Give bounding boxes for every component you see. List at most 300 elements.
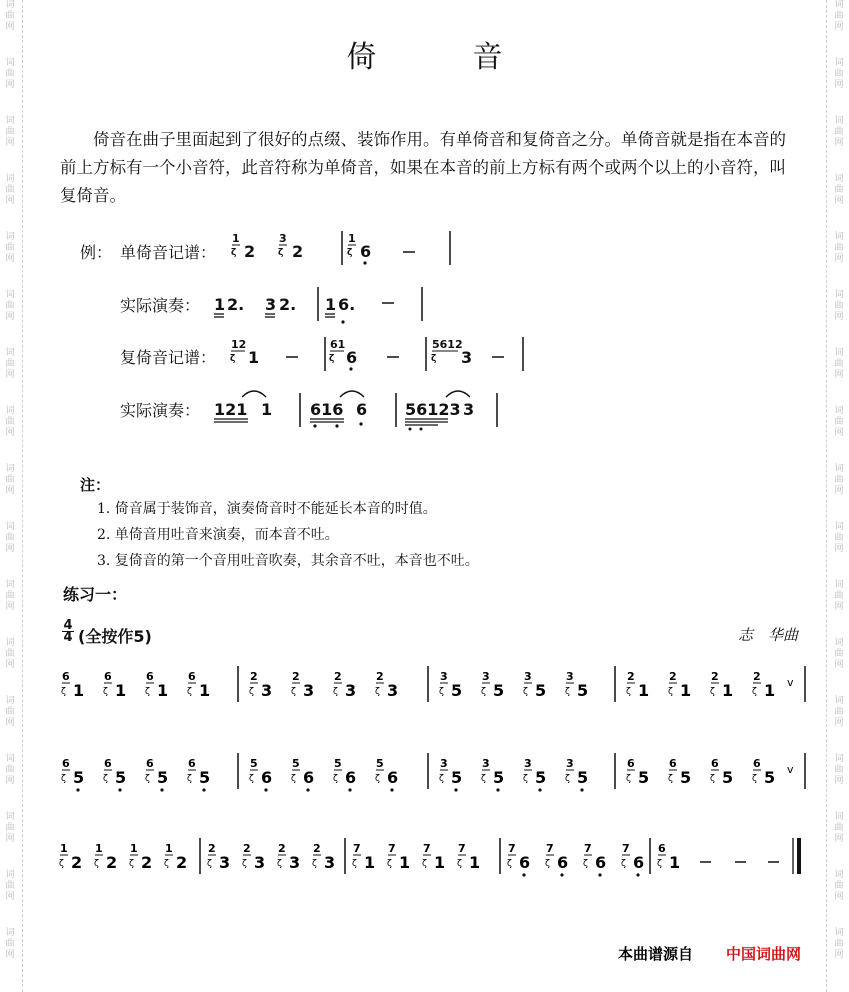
svg-text:2.: 2. bbox=[227, 295, 245, 314]
grace-note: 3 bbox=[524, 757, 532, 770]
watermark-char: 网 bbox=[5, 80, 15, 90]
grace-note: 1 bbox=[95, 842, 103, 855]
watermark-char: 网 bbox=[834, 196, 844, 206]
watermark-char: 词 bbox=[5, 0, 15, 10]
watermark-char: 网 bbox=[834, 80, 844, 90]
footer-site-link[interactable]: 中国词曲网 bbox=[726, 945, 802, 963]
grace-tie: ζ bbox=[481, 774, 486, 784]
watermark-char: 网 bbox=[5, 950, 15, 960]
svg-text:6: 6 bbox=[346, 348, 358, 367]
svg-text:ζ: ζ bbox=[347, 248, 353, 258]
watermark-block bbox=[0, 464, 20, 522]
grace-note: 3 bbox=[482, 670, 490, 683]
watermark-char: 曲 bbox=[5, 185, 15, 195]
grace-note: 2 bbox=[250, 670, 258, 683]
main-note: 1 bbox=[764, 681, 776, 700]
watermark-char: 词 bbox=[834, 522, 844, 532]
watermark-char: 曲 bbox=[5, 649, 15, 659]
main-note: 2 bbox=[141, 853, 153, 872]
grace-note: 6 bbox=[627, 757, 635, 770]
svg-text:1: 1 bbox=[232, 232, 240, 245]
watermark-char: 词 bbox=[834, 580, 844, 590]
grace-note: 7 bbox=[458, 842, 466, 855]
grace-tie: ζ bbox=[333, 774, 338, 784]
watermark-char: 词 bbox=[834, 174, 844, 184]
watermark-block bbox=[829, 580, 849, 638]
watermark-char: 网 bbox=[834, 834, 844, 844]
grace-note: 3 bbox=[524, 670, 532, 683]
note-item-3: 3. 复倚音的第一个音用吐音吹奏，其余音不吐，本音也不吐。 bbox=[97, 553, 479, 569]
watermark-char: 词 bbox=[5, 928, 15, 938]
watermark-char: 曲 bbox=[5, 359, 15, 369]
watermark-char: 曲 bbox=[5, 417, 15, 427]
grace-tie: ζ bbox=[61, 687, 66, 697]
watermark-char: 网 bbox=[834, 544, 844, 554]
grace-note: 6 bbox=[658, 842, 666, 855]
svg-text:1: 1 bbox=[248, 348, 260, 367]
watermark-char: 曲 bbox=[834, 475, 844, 485]
watermark-block bbox=[0, 116, 20, 174]
main-note: 6 bbox=[519, 853, 531, 872]
watermark-char: 词 bbox=[834, 928, 844, 938]
main-note: 1 bbox=[680, 681, 692, 700]
breath-mark: v bbox=[787, 763, 794, 776]
octave-dot bbox=[306, 788, 309, 791]
watermark-char: 网 bbox=[5, 138, 15, 148]
svg-text:ζ: ζ bbox=[278, 248, 284, 258]
example-prefix: 例： bbox=[80, 243, 113, 262]
time-bottom: 4 bbox=[63, 630, 73, 645]
octave-dot bbox=[636, 873, 639, 876]
watermark-block bbox=[829, 928, 849, 986]
watermark-char: 词 bbox=[5, 580, 15, 590]
composer: 志 华曲 bbox=[738, 626, 799, 644]
watermark-char: 网 bbox=[834, 22, 844, 32]
breath-mark: v bbox=[787, 676, 794, 689]
grace-note: 2 bbox=[334, 670, 342, 683]
grace-tie: ζ bbox=[94, 859, 99, 869]
grace-note: 3 bbox=[440, 757, 448, 770]
watermark-char: 曲 bbox=[5, 881, 15, 891]
grace-tie: ζ bbox=[61, 774, 66, 784]
watermark-char: 网 bbox=[5, 312, 15, 322]
watermark-char: 词 bbox=[5, 290, 15, 300]
svg-text:ζ: ζ bbox=[230, 354, 236, 364]
watermark-char: 曲 bbox=[5, 533, 15, 543]
main-note: 3 bbox=[345, 681, 357, 700]
grace-tie: ζ bbox=[129, 859, 134, 869]
watermark-char: 词 bbox=[5, 116, 15, 126]
notes-heading: 注： bbox=[80, 476, 111, 494]
grace-tie: ζ bbox=[375, 687, 380, 697]
watermark-char: 词 bbox=[5, 870, 15, 880]
main-note: 1 bbox=[73, 681, 85, 700]
grace-note: 3 bbox=[440, 670, 448, 683]
watermark-char: 曲 bbox=[5, 301, 15, 311]
grace-tie: ζ bbox=[545, 859, 550, 869]
watermark-char: 网 bbox=[834, 660, 844, 670]
grace-note: 6 bbox=[188, 670, 196, 683]
main-note: 1 bbox=[669, 853, 681, 872]
watermark-char: 网 bbox=[5, 834, 15, 844]
watermark-block bbox=[829, 116, 849, 174]
grace-tie: ζ bbox=[187, 774, 192, 784]
grace-tie: ζ bbox=[481, 687, 486, 697]
main-note: 5 bbox=[638, 768, 650, 787]
main-note: 1 bbox=[434, 853, 446, 872]
grace-note: 5 bbox=[250, 757, 258, 770]
grace-tie: ζ bbox=[710, 687, 715, 697]
watermark-char: 网 bbox=[5, 22, 15, 32]
main-note: 3 bbox=[387, 681, 399, 700]
watermark-char: 曲 bbox=[834, 417, 844, 427]
watermark-char: 词 bbox=[5, 754, 15, 764]
grace-note: 6 bbox=[669, 757, 677, 770]
svg-text:6.: 6. bbox=[338, 295, 356, 314]
main-note: 2 bbox=[106, 853, 118, 872]
watermark-char: 网 bbox=[834, 950, 844, 960]
main-note: 1 bbox=[722, 681, 734, 700]
title-char-1: 倚 bbox=[346, 40, 377, 75]
grace-note: 2 bbox=[627, 670, 635, 683]
note-item-1: 1. 倚音属于装饰音，演奏倚音时不能延长本音的时值。 bbox=[97, 501, 437, 517]
watermark-char: 词 bbox=[834, 696, 844, 706]
main-note: 5 bbox=[493, 681, 505, 700]
grace-tie: ζ bbox=[145, 687, 150, 697]
main-note: 6 bbox=[303, 768, 315, 787]
grace-note: 5 bbox=[334, 757, 342, 770]
watermark-char: 词 bbox=[834, 870, 844, 880]
grace-tie: ζ bbox=[565, 687, 570, 697]
watermark-char: 曲 bbox=[834, 69, 844, 79]
svg-text:ζ: ζ bbox=[329, 354, 335, 364]
main-note: 5 bbox=[577, 681, 589, 700]
watermark-char: 网 bbox=[834, 602, 844, 612]
main-note: 1 bbox=[115, 681, 127, 700]
main-note: 5 bbox=[73, 768, 85, 787]
watermark-block bbox=[0, 174, 20, 232]
octave-dot bbox=[454, 788, 457, 791]
watermark-char: 词 bbox=[834, 348, 844, 358]
ex2-notation bbox=[214, 287, 422, 324]
svg-text:12: 12 bbox=[231, 338, 247, 351]
main-note: 6 bbox=[387, 768, 399, 787]
watermark-char: 词 bbox=[5, 406, 15, 416]
watermark-char: 曲 bbox=[834, 765, 844, 775]
svg-text:2: 2 bbox=[292, 242, 304, 261]
watermark-char: 词 bbox=[834, 754, 844, 764]
watermark-char: 网 bbox=[5, 660, 15, 670]
grace-note: 2 bbox=[376, 670, 384, 683]
octave-dot bbox=[160, 788, 163, 791]
watermark-char: 词 bbox=[834, 232, 844, 242]
watermark-char: 网 bbox=[5, 254, 15, 264]
grace-note: 7 bbox=[388, 842, 396, 855]
grace-tie: ζ bbox=[207, 859, 212, 869]
watermark-char: 曲 bbox=[5, 939, 15, 949]
octave-dot bbox=[202, 788, 205, 791]
note-item-2: 2. 单倚音用吐音来演奏，而本音不吐。 bbox=[97, 527, 339, 543]
watermark-char: 曲 bbox=[5, 69, 15, 79]
watermark-char: 曲 bbox=[834, 359, 844, 369]
watermark-char: 曲 bbox=[834, 881, 844, 891]
watermark-char: 词 bbox=[834, 406, 844, 416]
octave-dot bbox=[264, 788, 267, 791]
grace-note: 6 bbox=[62, 757, 70, 770]
octave-dot bbox=[580, 788, 583, 791]
grace-tie: ζ bbox=[752, 774, 757, 784]
svg-text:616: 616 bbox=[310, 400, 344, 419]
main-note: 1 bbox=[364, 853, 376, 872]
watermark-char: 词 bbox=[834, 116, 844, 126]
svg-text:1: 1 bbox=[214, 295, 226, 314]
watermark-char: 网 bbox=[834, 776, 844, 786]
watermark-char: 网 bbox=[5, 428, 15, 438]
grace-note: 5 bbox=[376, 757, 384, 770]
watermark-char: 曲 bbox=[5, 243, 15, 253]
main-note: 3 bbox=[254, 853, 266, 872]
grace-tie: ζ bbox=[565, 774, 570, 784]
svg-text:1: 1 bbox=[348, 232, 356, 245]
octave-dot bbox=[118, 788, 121, 791]
main-note: 2 bbox=[176, 853, 188, 872]
grace-tie: ζ bbox=[710, 774, 715, 784]
svg-text:6: 6 bbox=[360, 242, 372, 261]
watermark-char: 网 bbox=[834, 428, 844, 438]
watermark-char: 曲 bbox=[5, 823, 15, 833]
svg-text:3: 3 bbox=[265, 295, 277, 314]
watermark-char: 网 bbox=[834, 486, 844, 496]
grace-note: 2 bbox=[208, 842, 216, 855]
main-note: 3 bbox=[303, 681, 315, 700]
grace-tie: ζ bbox=[387, 859, 392, 869]
grace-note: 6 bbox=[753, 757, 761, 770]
watermark-char: 词 bbox=[834, 58, 844, 68]
grace-tie: ζ bbox=[187, 687, 192, 697]
watermark-char: 网 bbox=[5, 602, 15, 612]
grace-note: 2 bbox=[292, 670, 300, 683]
ex3-notation bbox=[230, 337, 523, 371]
main-note: 2 bbox=[71, 853, 83, 872]
grace-tie: ζ bbox=[583, 859, 588, 869]
watermark-char: 网 bbox=[5, 370, 15, 380]
grace-note: 7 bbox=[622, 842, 630, 855]
grace-tie: ζ bbox=[164, 859, 169, 869]
watermark-char: 词 bbox=[5, 522, 15, 532]
grace-tie: ζ bbox=[59, 859, 64, 869]
page-title bbox=[0, 32, 849, 76]
main-note: 1 bbox=[199, 681, 211, 700]
octave-dot bbox=[598, 873, 601, 876]
svg-text:2: 2 bbox=[244, 242, 256, 261]
watermark-char: 词 bbox=[834, 638, 844, 648]
grace-tie: ζ bbox=[457, 859, 462, 869]
grace-note: 7 bbox=[508, 842, 516, 855]
octave-dot bbox=[560, 873, 563, 876]
example-label-2: 实际演奏： bbox=[120, 296, 201, 315]
watermark-char: 词 bbox=[834, 812, 844, 822]
watermark-block bbox=[829, 464, 849, 522]
example-label-3: 复倚音记谱： bbox=[120, 348, 217, 367]
grace-note: 6 bbox=[146, 670, 154, 683]
watermark-char: 网 bbox=[5, 196, 15, 206]
main-note: 5 bbox=[577, 768, 589, 787]
grace-tie: ζ bbox=[291, 687, 296, 697]
grace-tie: ζ bbox=[291, 774, 296, 784]
main-note: 6 bbox=[345, 768, 357, 787]
watermark-char: 网 bbox=[5, 718, 15, 728]
watermark-block bbox=[0, 522, 20, 580]
watermark-block bbox=[0, 580, 20, 638]
watermark-char: 网 bbox=[5, 892, 15, 902]
example-label-4: 实际演奏： bbox=[120, 401, 201, 420]
watermark-char: 网 bbox=[5, 776, 15, 786]
grace-note: 5 bbox=[292, 757, 300, 770]
main-note: 1 bbox=[638, 681, 650, 700]
grace-note: 2 bbox=[243, 842, 251, 855]
grace-note: 6 bbox=[711, 757, 719, 770]
grace-tie: ζ bbox=[523, 687, 528, 697]
intro-text: 倚音在曲子里面起到了很好的点缀、装饰作用。有单倚音和复倚音之分。单倚音就是指在本音的前上方标有一个小音符，此音符称为单倚音，如果在本音的前上方标有两个或两个以上的小音符，叫复倚音。 bbox=[60, 130, 786, 205]
grace-note: 7 bbox=[423, 842, 431, 855]
watermark-char: 网 bbox=[834, 254, 844, 264]
watermark-char: 词 bbox=[5, 638, 15, 648]
grace-note: 2 bbox=[711, 670, 719, 683]
watermark-char: 曲 bbox=[834, 301, 844, 311]
grace-tie: ζ bbox=[103, 687, 108, 697]
octave-dot bbox=[348, 788, 351, 791]
watermark-char: 词 bbox=[5, 348, 15, 358]
svg-text:121: 121 bbox=[214, 400, 248, 419]
octave-dot bbox=[496, 788, 499, 791]
main-note: 5 bbox=[680, 768, 692, 787]
main-note: 5 bbox=[493, 768, 505, 787]
main-note: 5 bbox=[451, 681, 463, 700]
watermark-char: 曲 bbox=[5, 11, 15, 21]
grace-tie: ζ bbox=[523, 774, 528, 784]
svg-text:3: 3 bbox=[279, 232, 287, 245]
svg-text:ζ: ζ bbox=[431, 354, 437, 364]
grace-tie: ζ bbox=[668, 774, 673, 784]
grace-note: 1 bbox=[60, 842, 68, 855]
watermark-char: 曲 bbox=[834, 939, 844, 949]
intro-paragraph bbox=[60, 126, 800, 210]
grace-tie: ζ bbox=[626, 687, 631, 697]
main-note: 6 bbox=[557, 853, 569, 872]
watermark-char: 曲 bbox=[5, 127, 15, 137]
time-top: 4 bbox=[63, 618, 73, 633]
grace-tie: ζ bbox=[242, 859, 247, 869]
grace-tie: ζ bbox=[621, 859, 626, 869]
footer-source: 本曲谱源自 bbox=[618, 945, 694, 963]
octave-dot bbox=[390, 788, 393, 791]
main-note: 6 bbox=[261, 768, 273, 787]
svg-text:1: 1 bbox=[261, 400, 273, 419]
svg-text:5612: 5612 bbox=[432, 338, 463, 351]
octave-dot bbox=[538, 788, 541, 791]
grace-tie: ζ bbox=[507, 859, 512, 869]
svg-text:3: 3 bbox=[461, 348, 473, 367]
watermark-char: 词 bbox=[5, 174, 15, 184]
main-note: 3 bbox=[289, 853, 301, 872]
main-note: 1 bbox=[399, 853, 411, 872]
grace-note: 7 bbox=[353, 842, 361, 855]
watermark-block bbox=[0, 928, 20, 986]
grace-note: 2 bbox=[753, 670, 761, 683]
watermark-char: 曲 bbox=[834, 649, 844, 659]
watermark-char: 词 bbox=[5, 812, 15, 822]
grace-note: 6 bbox=[104, 757, 112, 770]
svg-text:61: 61 bbox=[330, 338, 346, 351]
grace-tie: ζ bbox=[375, 774, 380, 784]
grace-tie: ζ bbox=[249, 687, 254, 697]
svg-text:ζ: ζ bbox=[231, 248, 237, 258]
watermark-char: 网 bbox=[834, 312, 844, 322]
grace-tie: ζ bbox=[439, 774, 444, 784]
watermark-char: 词 bbox=[5, 232, 15, 242]
main-note: 5 bbox=[535, 681, 547, 700]
watermark-char: 曲 bbox=[5, 475, 15, 485]
watermark-char: 曲 bbox=[834, 591, 844, 601]
main-note: 3 bbox=[261, 681, 273, 700]
watermark-char: 曲 bbox=[834, 823, 844, 833]
grace-tie: ζ bbox=[439, 687, 444, 697]
grace-note: 2 bbox=[278, 842, 286, 855]
watermark-char: 曲 bbox=[834, 707, 844, 717]
main-note: 3 bbox=[219, 853, 231, 872]
watermark-char: 曲 bbox=[834, 127, 844, 137]
main-note: 6 bbox=[633, 853, 645, 872]
watermark-char: 词 bbox=[5, 58, 15, 68]
watermark-char: 网 bbox=[834, 370, 844, 380]
main-note: 5 bbox=[199, 768, 211, 787]
watermark-char: 词 bbox=[5, 696, 15, 706]
grace-note: 3 bbox=[482, 757, 490, 770]
main-note: 3 bbox=[324, 853, 336, 872]
example-notation bbox=[0, 225, 849, 435]
watermark-char: 网 bbox=[5, 544, 15, 554]
octave-dot bbox=[522, 873, 525, 876]
watermark-char: 网 bbox=[834, 138, 844, 148]
grace-note: 7 bbox=[584, 842, 592, 855]
main-note: 5 bbox=[157, 768, 169, 787]
main-note: 5 bbox=[451, 768, 463, 787]
grace-tie: ζ bbox=[657, 859, 662, 869]
grace-note: 3 bbox=[566, 670, 574, 683]
grace-tie: ζ bbox=[422, 859, 427, 869]
watermark-char: 曲 bbox=[834, 11, 844, 21]
watermark-char: 词 bbox=[5, 464, 15, 474]
watermark-char: 词 bbox=[834, 290, 844, 300]
watermark-char: 曲 bbox=[834, 533, 844, 543]
grace-note: 3 bbox=[566, 757, 574, 770]
grace-tie: ζ bbox=[249, 774, 254, 784]
watermark-char: 网 bbox=[5, 486, 15, 496]
grace-tie: ζ bbox=[103, 774, 108, 784]
svg-text:3: 3 bbox=[463, 400, 475, 419]
grace-tie: ζ bbox=[668, 687, 673, 697]
watermark-char: 曲 bbox=[834, 243, 844, 253]
title-char-2: 音 bbox=[472, 40, 503, 75]
ex4-notation bbox=[214, 391, 497, 431]
watermark-block bbox=[829, 174, 849, 232]
watermark-char: 词 bbox=[834, 464, 844, 474]
grace-note: 6 bbox=[62, 670, 70, 683]
grace-tie: ζ bbox=[752, 687, 757, 697]
main-note: 1 bbox=[469, 853, 481, 872]
svg-text:2.: 2. bbox=[279, 295, 297, 314]
grace-note: 6 bbox=[104, 670, 112, 683]
